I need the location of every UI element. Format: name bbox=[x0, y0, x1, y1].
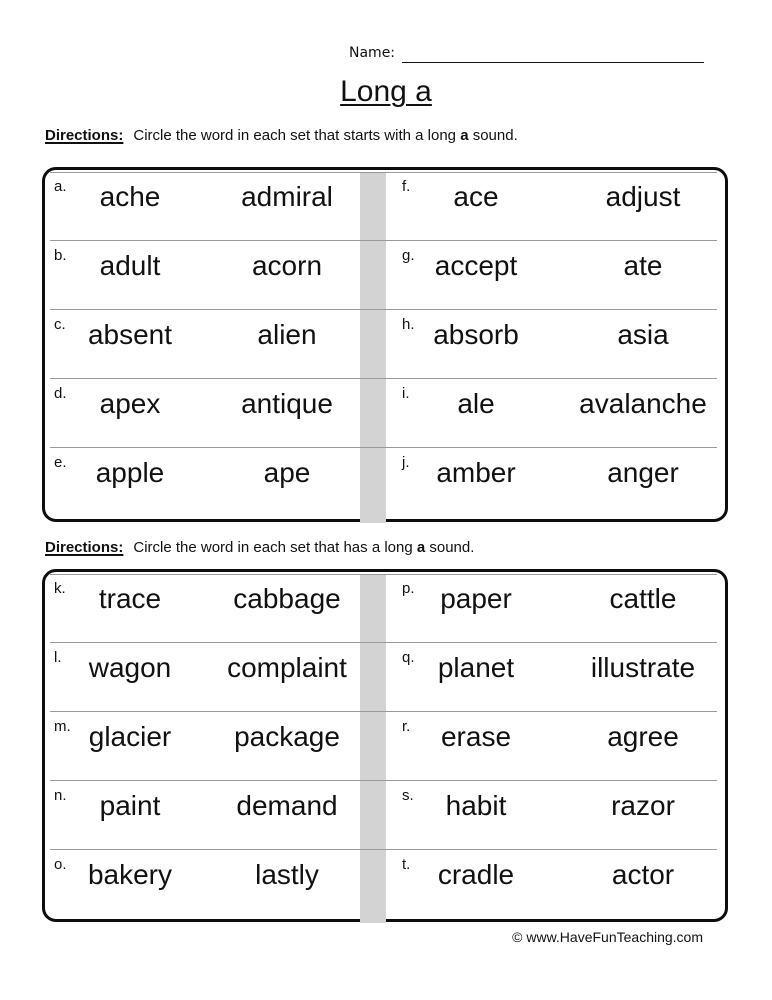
word-set-p bbox=[390, 574, 723, 642]
item-letter: n. bbox=[54, 787, 67, 804]
word-option[interactable]: wagon bbox=[88, 652, 172, 683]
word-option[interactable]: asia bbox=[617, 319, 669, 350]
word-set-l bbox=[50, 643, 360, 711]
word-option[interactable]: cabbage bbox=[233, 583, 341, 614]
word-box-2 bbox=[42, 569, 728, 922]
word-option[interactable]: antique bbox=[241, 388, 333, 419]
word-option[interactable]: adult bbox=[99, 250, 161, 281]
word-set-m bbox=[50, 712, 360, 780]
word-option[interactable]: demand bbox=[236, 790, 338, 821]
item-letter: m. bbox=[54, 718, 71, 735]
word-set-h bbox=[390, 310, 723, 378]
word-option[interactable]: erase bbox=[440, 721, 512, 752]
item-letter: h. bbox=[402, 316, 415, 333]
word-option[interactable]: alien bbox=[257, 319, 317, 350]
directions-2 bbox=[45, 539, 474, 557]
item-letter: f. bbox=[402, 178, 411, 195]
word-grid-2 bbox=[50, 574, 717, 919]
word-option[interactable]: ache bbox=[99, 181, 161, 212]
item-letter: d. bbox=[54, 385, 67, 402]
word-option[interactable]: amber bbox=[436, 457, 516, 488]
directions-label: Directions: bbox=[45, 127, 124, 144]
word-set-b bbox=[50, 241, 360, 309]
word-option[interactable]: illustrate bbox=[590, 652, 696, 683]
name-blank-line[interactable] bbox=[402, 62, 704, 63]
title-text: Long a bbox=[340, 75, 432, 108]
table-row bbox=[50, 448, 717, 517]
word-option[interactable]: trace bbox=[98, 583, 162, 614]
word-option[interactable]: complaint bbox=[227, 652, 347, 683]
directions-1 bbox=[45, 127, 518, 145]
word-box-1 bbox=[42, 167, 728, 522]
directions-text-post: sound. bbox=[468, 127, 518, 144]
item-letter: t. bbox=[402, 856, 411, 873]
item-letter: s. bbox=[402, 787, 414, 804]
word-option[interactable]: ace bbox=[453, 181, 499, 212]
word-option[interactable]: accept bbox=[434, 250, 518, 281]
worksheet-title bbox=[0, 74, 772, 110]
word-option[interactable]: admiral bbox=[241, 181, 333, 212]
item-letter: q. bbox=[402, 649, 415, 666]
word-grid-1 bbox=[50, 172, 717, 517]
word-set-c bbox=[50, 310, 360, 378]
item-letter: b. bbox=[54, 247, 67, 264]
table-row bbox=[50, 781, 717, 850]
word-set-s bbox=[390, 781, 723, 849]
word-option[interactable]: apex bbox=[99, 388, 161, 419]
word-set-q bbox=[390, 643, 723, 711]
word-option[interactable]: ale bbox=[457, 388, 495, 419]
item-letter: e. bbox=[54, 454, 67, 471]
word-option[interactable]: planet bbox=[437, 652, 515, 683]
word-option[interactable]: apple bbox=[95, 457, 165, 488]
word-set-a bbox=[50, 172, 360, 240]
word-option[interactable]: absorb bbox=[433, 319, 519, 350]
copyright-footer: © www.HaveFunTeaching.com bbox=[512, 929, 703, 945]
word-set-i bbox=[390, 379, 723, 447]
table-row bbox=[50, 712, 717, 781]
word-option[interactable]: actor bbox=[611, 859, 675, 890]
item-letter: r. bbox=[402, 718, 411, 735]
directions-bold-letter: a bbox=[416, 539, 426, 556]
directions-text-post: sound. bbox=[425, 539, 475, 556]
item-letter: i. bbox=[402, 385, 410, 402]
word-set-d bbox=[50, 379, 360, 447]
word-option[interactable]: glacier bbox=[88, 721, 172, 752]
word-set-k bbox=[50, 574, 360, 642]
table-row bbox=[50, 310, 717, 379]
item-letter: o. bbox=[54, 856, 67, 873]
word-option[interactable]: ape bbox=[263, 457, 311, 488]
word-option[interactable]: anger bbox=[607, 457, 679, 488]
word-option[interactable]: paper bbox=[440, 583, 512, 614]
word-set-e bbox=[50, 448, 360, 516]
item-letter: a. bbox=[54, 178, 67, 195]
directions-text-pre: Circle the word in each set that has a long bbox=[133, 539, 417, 556]
word-option[interactable]: lastly bbox=[255, 859, 319, 890]
word-option[interactable]: avalanche bbox=[579, 388, 707, 419]
word-option[interactable]: habit bbox=[445, 790, 507, 821]
word-set-r bbox=[390, 712, 723, 780]
word-option[interactable]: cradle bbox=[437, 859, 515, 890]
item-letter: c. bbox=[54, 316, 66, 333]
word-set-o bbox=[50, 850, 360, 918]
word-option[interactable]: paint bbox=[99, 790, 161, 821]
word-set-n bbox=[50, 781, 360, 849]
word-option[interactable]: bakery bbox=[87, 859, 173, 890]
word-option[interactable]: razor bbox=[611, 790, 675, 821]
directions-bold-letter: a bbox=[460, 127, 469, 144]
name-field bbox=[349, 45, 709, 65]
table-row bbox=[50, 850, 717, 919]
word-set-g bbox=[390, 241, 723, 309]
item-letter: g. bbox=[402, 247, 415, 264]
table-row bbox=[50, 241, 717, 310]
item-letter: k. bbox=[54, 580, 66, 597]
directions-label: Directions: bbox=[45, 539, 124, 556]
word-option[interactable]: absent bbox=[87, 319, 173, 350]
table-row bbox=[50, 172, 717, 241]
item-letter: p. bbox=[402, 580, 415, 597]
word-option[interactable]: agree bbox=[607, 721, 679, 752]
word-set-j bbox=[390, 448, 723, 516]
directions-text-pre: Circle the word in each set that starts with a long bbox=[133, 127, 461, 144]
table-row bbox=[50, 574, 717, 643]
item-letter: j. bbox=[402, 454, 410, 471]
word-option[interactable]: ate bbox=[623, 250, 663, 281]
table-row bbox=[50, 379, 717, 448]
word-option[interactable]: adjust bbox=[605, 181, 681, 212]
word-set-t bbox=[390, 850, 723, 918]
item-letter: l. bbox=[54, 649, 62, 666]
word-set-f bbox=[390, 172, 723, 240]
name-label: Name: bbox=[349, 45, 396, 61]
word-option[interactable]: cattle bbox=[609, 583, 677, 614]
word-option[interactable]: package bbox=[234, 721, 340, 752]
word-option[interactable]: acorn bbox=[251, 250, 323, 281]
table-row bbox=[50, 643, 717, 712]
